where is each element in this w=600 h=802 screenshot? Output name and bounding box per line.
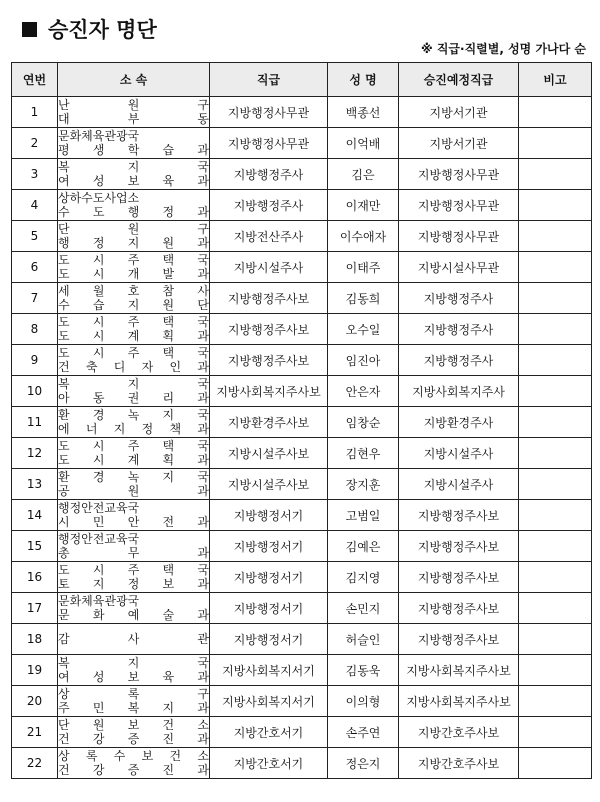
- row-grade: 지방시설주사보: [210, 469, 328, 500]
- row-grade: 지방사회복지서기: [210, 686, 328, 717]
- row-name: 백종선: [328, 97, 399, 128]
- row-target-grade: 지방행정주사보: [399, 624, 519, 655]
- row-name: 김은: [328, 159, 399, 190]
- row-grade: 지방행정서기: [210, 624, 328, 655]
- row-note: [519, 221, 592, 252]
- table-body: [12, 97, 592, 779]
- dept-line: 도 시 주 택 국: [58, 346, 209, 360]
- row-target-grade: 지방행정주사: [399, 345, 519, 376]
- row-note: [519, 252, 592, 283]
- row-name: 허슬인: [328, 624, 399, 655]
- dept-line: 문 화 예 술 과: [58, 608, 209, 622]
- row-grade: 지방간호서기: [210, 717, 328, 748]
- row-grade: 지방행정주사: [210, 190, 328, 221]
- table-row: [12, 128, 592, 159]
- row-dept: [58, 531, 210, 562]
- row-no: 17: [12, 593, 58, 624]
- row-no: 1: [12, 97, 58, 128]
- row-grade: 지방행정서기: [210, 593, 328, 624]
- row-grade: 지방행정서기: [210, 531, 328, 562]
- row-grade: 지방행정서기: [210, 500, 328, 531]
- row-note: [519, 717, 592, 748]
- row-no: 16: [12, 562, 58, 593]
- row-no: 3: [12, 159, 58, 190]
- dept-line: 단 원 보 건 소: [58, 718, 209, 732]
- row-no: 11: [12, 407, 58, 438]
- row-target-grade: 지방행정주사보: [399, 500, 519, 531]
- table-row: [12, 190, 592, 221]
- row-note: [519, 314, 592, 345]
- row-note: [519, 624, 592, 655]
- row-dept: [58, 562, 210, 593]
- row-note: [519, 345, 592, 376]
- row-target-grade: 지방행정사무관: [399, 221, 519, 252]
- dept-line: 행 정 지 원 과: [58, 236, 209, 250]
- row-no: 8: [12, 314, 58, 345]
- row-target-grade: 지방시설주사: [399, 438, 519, 469]
- dept-line: 총 무 과: [58, 546, 209, 560]
- row-name: 오수일: [328, 314, 399, 345]
- dept-line: 환 경 녹 지 국: [58, 470, 209, 484]
- row-target-grade: 지방시설사무관: [399, 252, 519, 283]
- header-note: 비고: [519, 63, 592, 97]
- table-row: [12, 159, 592, 190]
- row-no: 19: [12, 655, 58, 686]
- page-title: [22, 14, 157, 44]
- dept-line: 여 성 보 육 과: [58, 174, 209, 188]
- row-target-grade: 지방행정주사보: [399, 562, 519, 593]
- promotion-table: [11, 62, 592, 779]
- dept-line: 도 시 개 발 과: [58, 267, 209, 281]
- row-grade: 지방환경주사보: [210, 407, 328, 438]
- row-dept: [58, 717, 210, 748]
- row-grade: 지방행정주사: [210, 159, 328, 190]
- row-dept: [58, 655, 210, 686]
- dept-line: 문화체육관광국: [58, 129, 140, 143]
- table-row: [12, 717, 592, 748]
- row-grade: 지방사회복지서기: [210, 655, 328, 686]
- row-name: 손민지: [328, 593, 399, 624]
- row-note: [519, 97, 592, 128]
- row-name: 김지영: [328, 562, 399, 593]
- row-grade: 지방전산주사: [210, 221, 328, 252]
- table-row: [12, 407, 592, 438]
- row-name: 임창순: [328, 407, 399, 438]
- row-name: 이의형: [328, 686, 399, 717]
- dept-line: 행정안전교육국: [58, 501, 140, 515]
- dept-line: 여 성 보 육 과: [58, 670, 209, 684]
- dept-line: 복 지 국: [58, 160, 209, 174]
- table-row: [12, 438, 592, 469]
- row-no: 18: [12, 624, 58, 655]
- dept-line: 행정안전교육국: [58, 532, 140, 546]
- row-note: [519, 376, 592, 407]
- row-dept: [58, 252, 210, 283]
- dept-line: 평 생 학 습 과: [58, 143, 209, 157]
- row-no: 12: [12, 438, 58, 469]
- table-row: [12, 500, 592, 531]
- row-target-grade: 지방행정사무관: [399, 159, 519, 190]
- table-row: [12, 314, 592, 345]
- row-grade: 지방사회복지주사보: [210, 376, 328, 407]
- row-dept: [58, 190, 210, 221]
- row-name: 김예은: [328, 531, 399, 562]
- row-name: 이억배: [328, 128, 399, 159]
- row-note: [519, 128, 592, 159]
- row-no: 7: [12, 283, 58, 314]
- row-name: 김동욱: [328, 655, 399, 686]
- row-note: [519, 748, 592, 779]
- table-row: [12, 593, 592, 624]
- dept-line: 아 동 권 리 과: [58, 391, 209, 405]
- dept-line: 도 시 계 획 과: [58, 329, 209, 343]
- table-row: [12, 252, 592, 283]
- header-target-grade: 승진예정직급: [399, 63, 519, 97]
- row-name: 이태주: [328, 252, 399, 283]
- row-dept: [58, 593, 210, 624]
- row-target-grade: 지방행정주사: [399, 314, 519, 345]
- row-dept: [58, 748, 210, 779]
- table-row: [12, 221, 592, 252]
- row-name: 손주연: [328, 717, 399, 748]
- dept-line: 복 지 국: [58, 656, 209, 670]
- table-row: [12, 531, 592, 562]
- row-dept: [58, 97, 210, 128]
- row-no: 22: [12, 748, 58, 779]
- dept-line: 건 강 증 진 과: [58, 732, 209, 746]
- row-note: [519, 562, 592, 593]
- row-target-grade: 지방행정사무관: [399, 190, 519, 221]
- row-no: 15: [12, 531, 58, 562]
- row-name: 안은자: [328, 376, 399, 407]
- row-note: [519, 469, 592, 500]
- row-note: [519, 686, 592, 717]
- row-name: 장지훈: [328, 469, 399, 500]
- row-grade: 지방행정서기: [210, 562, 328, 593]
- row-dept: [58, 283, 210, 314]
- page-title-text: 승진자 명단: [48, 18, 157, 42]
- row-dept: [58, 407, 210, 438]
- row-target-grade: 지방사회복지주사보: [399, 655, 519, 686]
- row-no: 6: [12, 252, 58, 283]
- row-target-grade: 지방환경주사: [399, 407, 519, 438]
- row-name: 김동희: [328, 283, 399, 314]
- row-target-grade: 지방행정주사보: [399, 531, 519, 562]
- dept-line: 복 지 국: [58, 377, 209, 391]
- row-dept: [58, 159, 210, 190]
- row-note: [519, 159, 592, 190]
- row-note: [519, 283, 592, 314]
- dept-line: 세 월 호 참 사: [58, 284, 209, 298]
- dept-line: 토 지 정 보 과: [58, 577, 209, 591]
- row-note: [519, 500, 592, 531]
- header-name: 성 명: [328, 63, 399, 97]
- row-dept: [58, 314, 210, 345]
- row-note: [519, 438, 592, 469]
- table-row: [12, 686, 592, 717]
- row-no: 20: [12, 686, 58, 717]
- dept-line: 주 민 복 지 과: [58, 701, 209, 715]
- row-no: 21: [12, 717, 58, 748]
- row-target-grade: 지방서기관: [399, 128, 519, 159]
- sort-note: ※ 직급·직렬별, 성명 가나다 순: [420, 42, 586, 56]
- row-target-grade: 지방시설주사: [399, 469, 519, 500]
- dept-line: 감 사 관: [58, 632, 209, 646]
- row-name: 이수애자: [328, 221, 399, 252]
- dept-line: 시 민 안 전 과: [58, 515, 209, 529]
- row-target-grade: 지방사회복지주사보: [399, 686, 519, 717]
- table-row: [12, 469, 592, 500]
- row-grade: 지방간호서기: [210, 748, 328, 779]
- row-no: 10: [12, 376, 58, 407]
- dept-line: 수 습 지 원 단: [58, 298, 209, 312]
- row-no: 4: [12, 190, 58, 221]
- dept-line: 공 원 과: [58, 484, 209, 498]
- row-note: [519, 407, 592, 438]
- dept-line: 도 시 주 택 국: [58, 563, 209, 577]
- row-note: [519, 593, 592, 624]
- dept-line: 수 도 행 정 과: [58, 205, 209, 219]
- row-note: [519, 190, 592, 221]
- row-no: 14: [12, 500, 58, 531]
- row-grade: 지방행정주사보: [210, 314, 328, 345]
- row-name: 임진아: [328, 345, 399, 376]
- row-no: 9: [12, 345, 58, 376]
- dept-line: 도 시 주 택 국: [58, 253, 209, 267]
- table-row: [12, 655, 592, 686]
- dept-line: 도 시 주 택 국: [58, 315, 209, 329]
- table-header-row: [12, 63, 592, 97]
- dept-line: 환 경 녹 지 국: [58, 408, 209, 422]
- row-grade: 지방행정사무관: [210, 97, 328, 128]
- row-target-grade: 지방간호주사보: [399, 748, 519, 779]
- dept-line: 단 원 구: [58, 222, 209, 236]
- dept-line: 건 축 디 자 인 과: [58, 360, 209, 374]
- row-no: 13: [12, 469, 58, 500]
- dept-line: 상 록 구: [58, 687, 209, 701]
- row-dept: [58, 438, 210, 469]
- dept-line: 도 시 계 획 과: [58, 453, 209, 467]
- table-row: [12, 97, 592, 128]
- row-target-grade: 지방행정주사보: [399, 593, 519, 624]
- header-no: 연번: [12, 63, 58, 97]
- row-name: 김현우: [328, 438, 399, 469]
- square-bullet-icon: [22, 22, 37, 37]
- header-dept: 소 속: [58, 63, 210, 97]
- table-row: [12, 562, 592, 593]
- table-row: [12, 345, 592, 376]
- row-target-grade: 지방간호주사보: [399, 717, 519, 748]
- row-dept: [58, 345, 210, 376]
- row-dept: [58, 128, 210, 159]
- row-grade: 지방행정사무관: [210, 128, 328, 159]
- dept-line: 상하수도사업소: [58, 191, 140, 205]
- row-grade: 지방행정주사보: [210, 345, 328, 376]
- dept-line: 건 강 증 진 과: [58, 763, 209, 777]
- dept-line: 난 원 구: [58, 98, 209, 112]
- row-grade: 지방시설주사: [210, 252, 328, 283]
- row-dept: [58, 469, 210, 500]
- table-row: [12, 624, 592, 655]
- row-note: [519, 531, 592, 562]
- dept-line: 에 너 지 정 책 과: [58, 422, 209, 436]
- dept-line: 문화체육관광국: [58, 594, 140, 608]
- row-target-grade: 지방서기관: [399, 97, 519, 128]
- row-name: 정은지: [328, 748, 399, 779]
- row-dept: [58, 376, 210, 407]
- row-note: [519, 655, 592, 686]
- row-no: 5: [12, 221, 58, 252]
- row-dept: [58, 686, 210, 717]
- row-name: 이재만: [328, 190, 399, 221]
- row-name: 고범일: [328, 500, 399, 531]
- row-no: 2: [12, 128, 58, 159]
- row-dept: [58, 624, 210, 655]
- row-grade: 지방행정주사보: [210, 283, 328, 314]
- row-dept: [58, 221, 210, 252]
- dept-line: 상 록 수 보 건 소: [58, 749, 209, 763]
- table-row: [12, 376, 592, 407]
- row-grade: 지방시설주사보: [210, 438, 328, 469]
- header-grade: 직급: [210, 63, 328, 97]
- dept-line: 도 시 주 택 국: [58, 439, 209, 453]
- row-dept: [58, 500, 210, 531]
- row-target-grade: 지방행정주사: [399, 283, 519, 314]
- row-target-grade: 지방사회복지주사: [399, 376, 519, 407]
- table-row: [12, 283, 592, 314]
- table-row: [12, 748, 592, 779]
- dept-line: 대 부 동: [58, 112, 209, 126]
